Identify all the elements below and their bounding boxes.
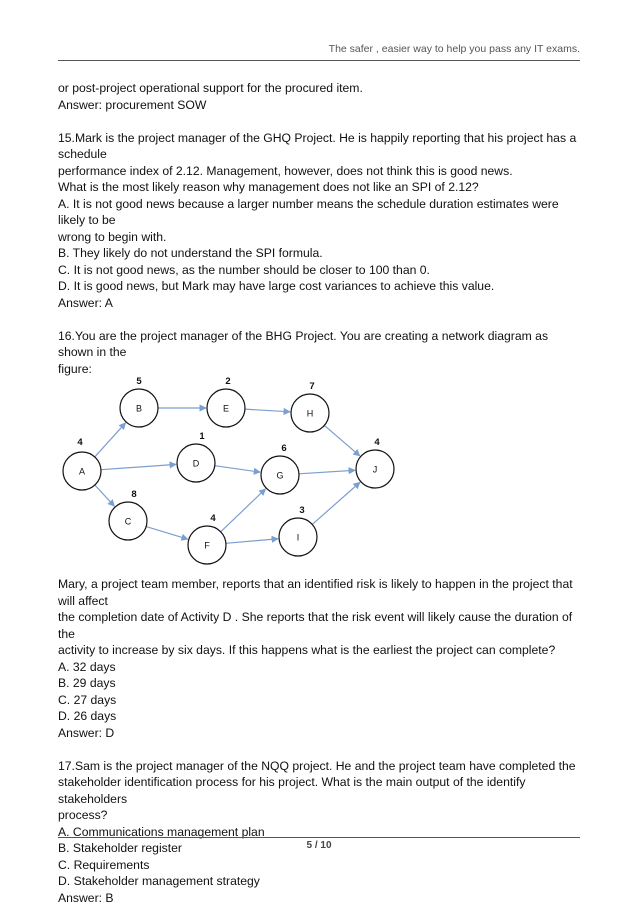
edge-a-c <box>95 485 115 506</box>
q16-option: B. 29 days <box>58 675 586 692</box>
q15-question-line: 15.Mark is the project manager of the GHQ Project. He is happily reporting that his project has a schedule <box>58 130 586 163</box>
node-duration: 4 <box>77 437 83 448</box>
node-duration: 6 <box>281 443 286 454</box>
q15-question-line: performance index of 2.12. Management, however, does not think this is good news. <box>58 163 586 180</box>
page-content <box>58 80 586 906</box>
node-duration: 8 <box>131 489 136 500</box>
edge-i-j <box>312 482 360 524</box>
q16-body-line: the completion date of Activity D . She reports that the risk event will likely cause the duration of the <box>58 609 586 642</box>
intro-text: or post-project operational support for the procured item. <box>58 80 586 97</box>
q16-option: A. 32 days <box>58 659 586 676</box>
q15-option: B. They likely do not understand the SPI formula. <box>58 245 586 262</box>
node-label: E <box>223 404 229 414</box>
q17-question-line: 17.Sam is the project manager of the NQQ project. He and the project team have completed the <box>58 758 586 775</box>
node-b <box>120 376 158 427</box>
node-e <box>207 376 245 427</box>
footer-divider <box>58 837 580 838</box>
node-j <box>356 437 394 488</box>
node-label: D <box>193 459 200 469</box>
q16-question-line: figure: <box>58 361 586 378</box>
node-duration: 2 <box>225 376 230 387</box>
q15-answer: Answer: A <box>58 295 586 312</box>
q16-answer: Answer: D <box>58 725 586 742</box>
node-a <box>63 437 101 490</box>
page-header-tagline: The safer , easier way to help you pass any IT exams. <box>58 43 580 55</box>
node-i <box>279 505 317 556</box>
node-f <box>188 513 226 564</box>
node-label: F <box>204 541 210 551</box>
network-diagram-svg <box>58 383 398 568</box>
edge-h-j <box>324 425 359 456</box>
q17-option: C. Requirements <box>58 857 586 874</box>
node-label: I <box>297 533 300 543</box>
edge-f-i <box>226 539 278 544</box>
q15-option: C. It is not good news, as the number should be closer to 100 than 0. <box>58 262 586 279</box>
q16-body-line: Mary, a project team member, reports that an identified risk is likely to happen in the project that will affect <box>58 576 586 609</box>
node-d <box>177 431 215 482</box>
node-duration: 7 <box>309 381 314 392</box>
edge-f-g <box>221 489 266 532</box>
node-duration: 4 <box>374 437 380 448</box>
q15-option: A. It is not good news because a larger number means the schedule duration estimates were likely to be <box>58 196 586 229</box>
node-label: B <box>136 404 142 414</box>
node-c <box>109 489 147 540</box>
edge-a-d <box>101 464 176 469</box>
intro-answer: Answer: procurement SOW <box>58 97 586 114</box>
q17-question-line: stakeholder identification process for his project. What is the main output of the identify stakeholders <box>58 774 586 807</box>
network-diagram <box>58 383 398 568</box>
page-number: 5 / 10 <box>58 840 580 851</box>
node-duration: 3 <box>299 505 304 516</box>
q17-option: D. Stakeholder management strategy <box>58 873 586 890</box>
node-duration: 4 <box>210 513 216 524</box>
edge-c-f <box>146 527 188 540</box>
q17-question-line: process? <box>58 807 586 824</box>
node-duration: 5 <box>136 376 142 387</box>
q16-body-line: activity to increase by six days. If this happens what is the earliest the project can complete? <box>58 642 586 659</box>
node-duration: 1 <box>199 431 205 442</box>
node-h <box>291 381 329 432</box>
q16-option: C. 27 days <box>58 692 586 709</box>
q15-option: wrong to begin with. <box>58 229 586 246</box>
q16-question-line: 16.You are the project manager of the BHG Project. You are creating a network diagram as shown in the <box>58 328 586 361</box>
edge-g-j <box>299 470 355 474</box>
node-g <box>261 443 299 494</box>
node-label: J <box>373 465 378 475</box>
q16-option: D. 26 days <box>58 708 586 725</box>
q15-question-line: What is the most likely reason why management does not like an SPI of 2.12? <box>58 179 586 196</box>
edge-e-h <box>245 409 290 412</box>
node-label: A <box>79 467 85 477</box>
edge-a-b <box>95 423 126 457</box>
edge-d-g <box>215 466 260 472</box>
q17-option: A. Communications management plan <box>58 824 586 841</box>
q15-option: D. It is good news, but Mark may have large cost variances to achieve this value. <box>58 278 586 295</box>
node-label: C <box>125 517 132 527</box>
q17-option: B. Stakeholder register <box>58 840 586 857</box>
q17-answer: Answer: B <box>58 890 586 906</box>
node-label: G <box>276 471 283 481</box>
node-label: H <box>307 409 314 419</box>
header-divider <box>58 60 580 61</box>
